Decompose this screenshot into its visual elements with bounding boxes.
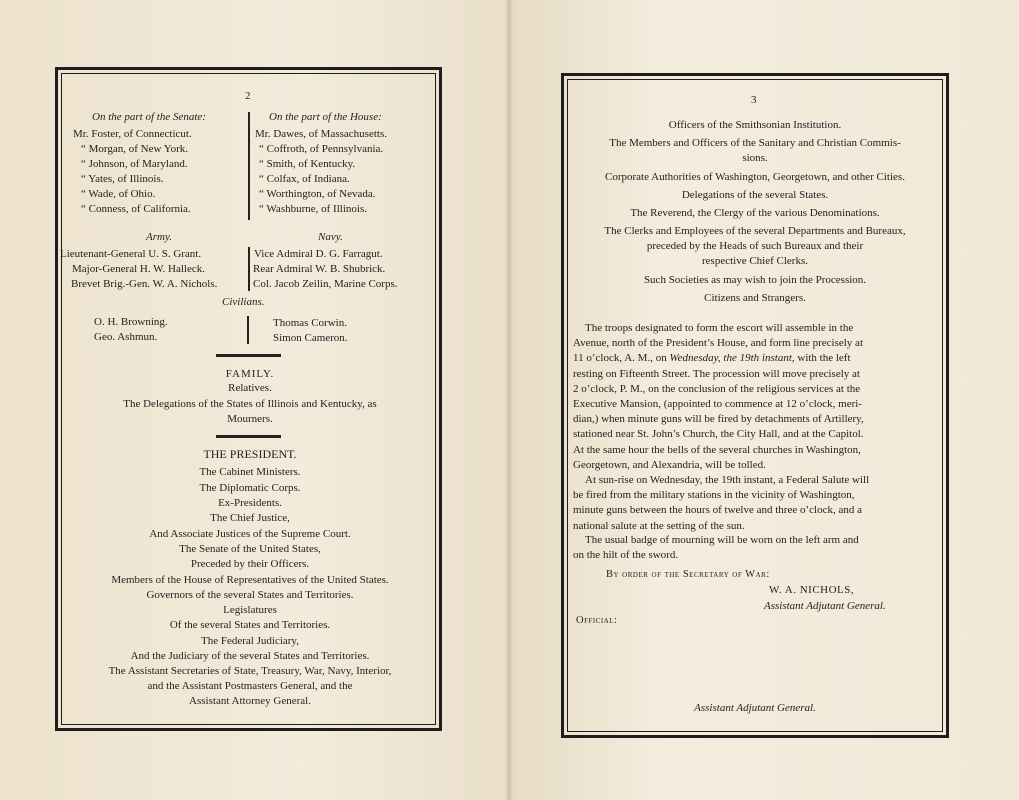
civilian-name: Simon Cameron.: [273, 332, 348, 344]
army-heading: Army.: [146, 231, 172, 243]
paragraph-text: 11 o’clock, A. M., on: [573, 352, 670, 365]
procession-line: preceded by the Heads of such Bureaux and their: [646, 240, 864, 252]
paragraph-line: At the same hour the bells of the several churches in Washington,: [573, 443, 861, 456]
paragraph-line: Avenue, north of the President’s House, and form line precisely at: [573, 337, 863, 350]
procession-line: The Cabinet Ministers.: [199, 466, 301, 478]
house-member: “ Worthington, of Nevada.: [259, 188, 376, 200]
procession-line: Citizens and Strangers.: [704, 292, 806, 304]
paragraph-line: national salute at the setting of the sun.: [573, 519, 745, 532]
procession-line: Preceded by their Officers.: [190, 558, 310, 570]
procession-line: and the Assistant Postmasters General, and the: [147, 680, 353, 692]
procession-line: The Reverend, the Clergy of the various Denominations.: [630, 207, 880, 219]
procession-line: Ex-Presidents.: [218, 497, 282, 509]
section-rule: [216, 354, 281, 357]
signer-title: Assistant Adjutant General.: [764, 600, 886, 612]
army-member: Lieutenant-General U. S. Grant.: [60, 248, 202, 260]
paragraph-line: At sun-rise on Wednesday, the 19th instant, a Federal Salute will: [585, 474, 870, 486]
procession-line: Officers of the Smithsonian Institution.: [668, 119, 842, 131]
procession-line: Delegations of the several States.: [681, 189, 829, 201]
date-emphasis: Wednesday, the 19th instant: [669, 352, 792, 365]
paragraph-line: The troops designated to form the escort will assemble in the: [585, 322, 854, 334]
family-line: The Delegations of the States of Illinois and Kentucky, as: [123, 398, 377, 410]
paragraph-line: on the hilt of the sword.: [573, 549, 679, 562]
paragraph-line: be fired from the military stations in the vicinity of Washington,: [573, 489, 855, 502]
civilian-name: Geo. Ashmun.: [94, 331, 158, 343]
procession-line: The Diplomatic Corps.: [199, 482, 301, 494]
army-member: Major-General H. W. Halleck.: [72, 263, 205, 275]
house-member: “ Coffroth, of Pennsylvania.: [259, 143, 384, 155]
paragraph-line: resting on Fifteenth Street. The procession will move precisely at: [573, 367, 860, 380]
procession-line: The Chief Justice,: [210, 512, 290, 524]
procession-line: And Associate Justices of the Supreme Court.: [149, 528, 351, 540]
order-line: By order of the Secretary of War:: [606, 569, 770, 580]
procession-line: Members of the House of Representatives of the United States.: [111, 574, 389, 586]
procession-line: Such Societies as may wish to join the Procession.: [643, 274, 867, 286]
paragraph-line: 2 o’clock, P. M., on the conclusion of the religious services at the: [573, 382, 861, 395]
procession-line: sions.: [742, 152, 768, 164]
procession-line: Governors of the several States and Territories.: [146, 589, 354, 601]
house-member: “ Washburne, of Illinois.: [259, 203, 367, 215]
column-divider: [248, 112, 250, 220]
signer-name: W. A. NICHOLS,: [769, 584, 855, 596]
paragraph-line: dian,) when minute guns will be fired by detachments of Artillery,: [573, 413, 864, 426]
procession-line: The Assistant Secretaries of State, Treasury, War, Navy, Interior,: [108, 665, 392, 677]
official-label: Official:: [576, 615, 618, 626]
column-divider: [248, 247, 250, 291]
paragraph-line: stationed near St. John’s Church, the City Hall, and at the Capitol.: [573, 428, 864, 441]
senate-heading: On the part of the Senate:: [92, 111, 206, 123]
salute-paragraph: [573, 473, 929, 534]
bottom-signature-title: Assistant Adjutant General.: [694, 702, 816, 714]
senate-member: “ Conness, of California.: [81, 203, 191, 215]
senate-member: “ Wade, of Ohio.: [81, 188, 156, 200]
page-fold: [505, 0, 513, 800]
procession-line: The Members and Officers of the Sanitary and Christian Commis-: [609, 137, 901, 149]
paragraph-line: Executive Mansion, (appointed to commence at 12 o’clock, meri-: [573, 398, 862, 411]
navy-member: Rear Admiral W. B. Shubrick.: [253, 263, 386, 275]
page-number-left: 2: [245, 90, 251, 102]
navy-member: Vice Admiral D. G. Farragut.: [254, 248, 383, 260]
family-line: Mourners.: [227, 413, 273, 425]
family-heading: FAMILY.: [225, 368, 275, 380]
procession-line: Of the several States and Territories.: [169, 619, 331, 631]
procession-line: respective Chief Clerks.: [702, 255, 808, 267]
page-number-right: 3: [751, 94, 757, 106]
mourning-badge-paragraph: [573, 533, 929, 563]
army-member: Brevet Brig.-Gen. W. A. Nichols.: [71, 278, 218, 290]
paragraph-line: Georgetown, and Alexandria, will be tolled.: [573, 458, 766, 471]
procession-line: Legislatures: [223, 604, 277, 616]
procession-line: The Senate of the United States,: [179, 543, 321, 555]
paragraph-text: , with the left: [791, 352, 851, 365]
procession-line: The Federal Judiciary,: [201, 635, 299, 647]
navy-member: Col. Jacob Zeilin, Marine Corps.: [253, 278, 398, 290]
procession-line: Corporate Authorities of Washington, Georgetown, and other Cities.: [605, 171, 905, 183]
president-heading: THE PRESIDENT.: [203, 447, 297, 461]
civilian-name: Thomas Corwin.: [273, 317, 347, 329]
family-line: Relatives.: [228, 382, 272, 394]
senate-member: “ Morgan, of New York.: [81, 143, 189, 155]
escort-paragraph: [573, 321, 929, 473]
senate-member: “ Johnson, of Maryland.: [81, 158, 188, 170]
civilians-heading: Civilians.: [222, 296, 265, 308]
paragraph-line: [573, 351, 929, 366]
senate-member: Mr. Foster, of Connecticut.: [73, 128, 192, 140]
house-member: “ Colfax, of Indiana.: [259, 173, 350, 185]
house-member: “ Smith, of Kentucky.: [259, 158, 356, 170]
senate-member: “ Yates, of Illinois.: [81, 173, 164, 185]
house-member: Mr. Dawes, of Massachusetts.: [255, 128, 387, 140]
section-rule: [216, 435, 281, 438]
navy-heading: Navy.: [318, 231, 343, 243]
paragraph-line: The usual badge of mourning will be worn on the left arm and: [585, 534, 859, 546]
procession-line: The Clerks and Employees of the several Departments and Bureaux,: [604, 225, 906, 237]
civilian-name: O. H. Browning.: [94, 316, 168, 328]
house-heading: On the part of the House:: [269, 111, 382, 123]
procession-line: And the Judiciary of the several States and Territories.: [130, 650, 370, 662]
column-divider: [247, 316, 249, 344]
paragraph-line: minute guns between the hours of twelve and three o’clock, and a: [573, 504, 862, 517]
procession-line: Assistant Attorney General.: [189, 695, 311, 707]
